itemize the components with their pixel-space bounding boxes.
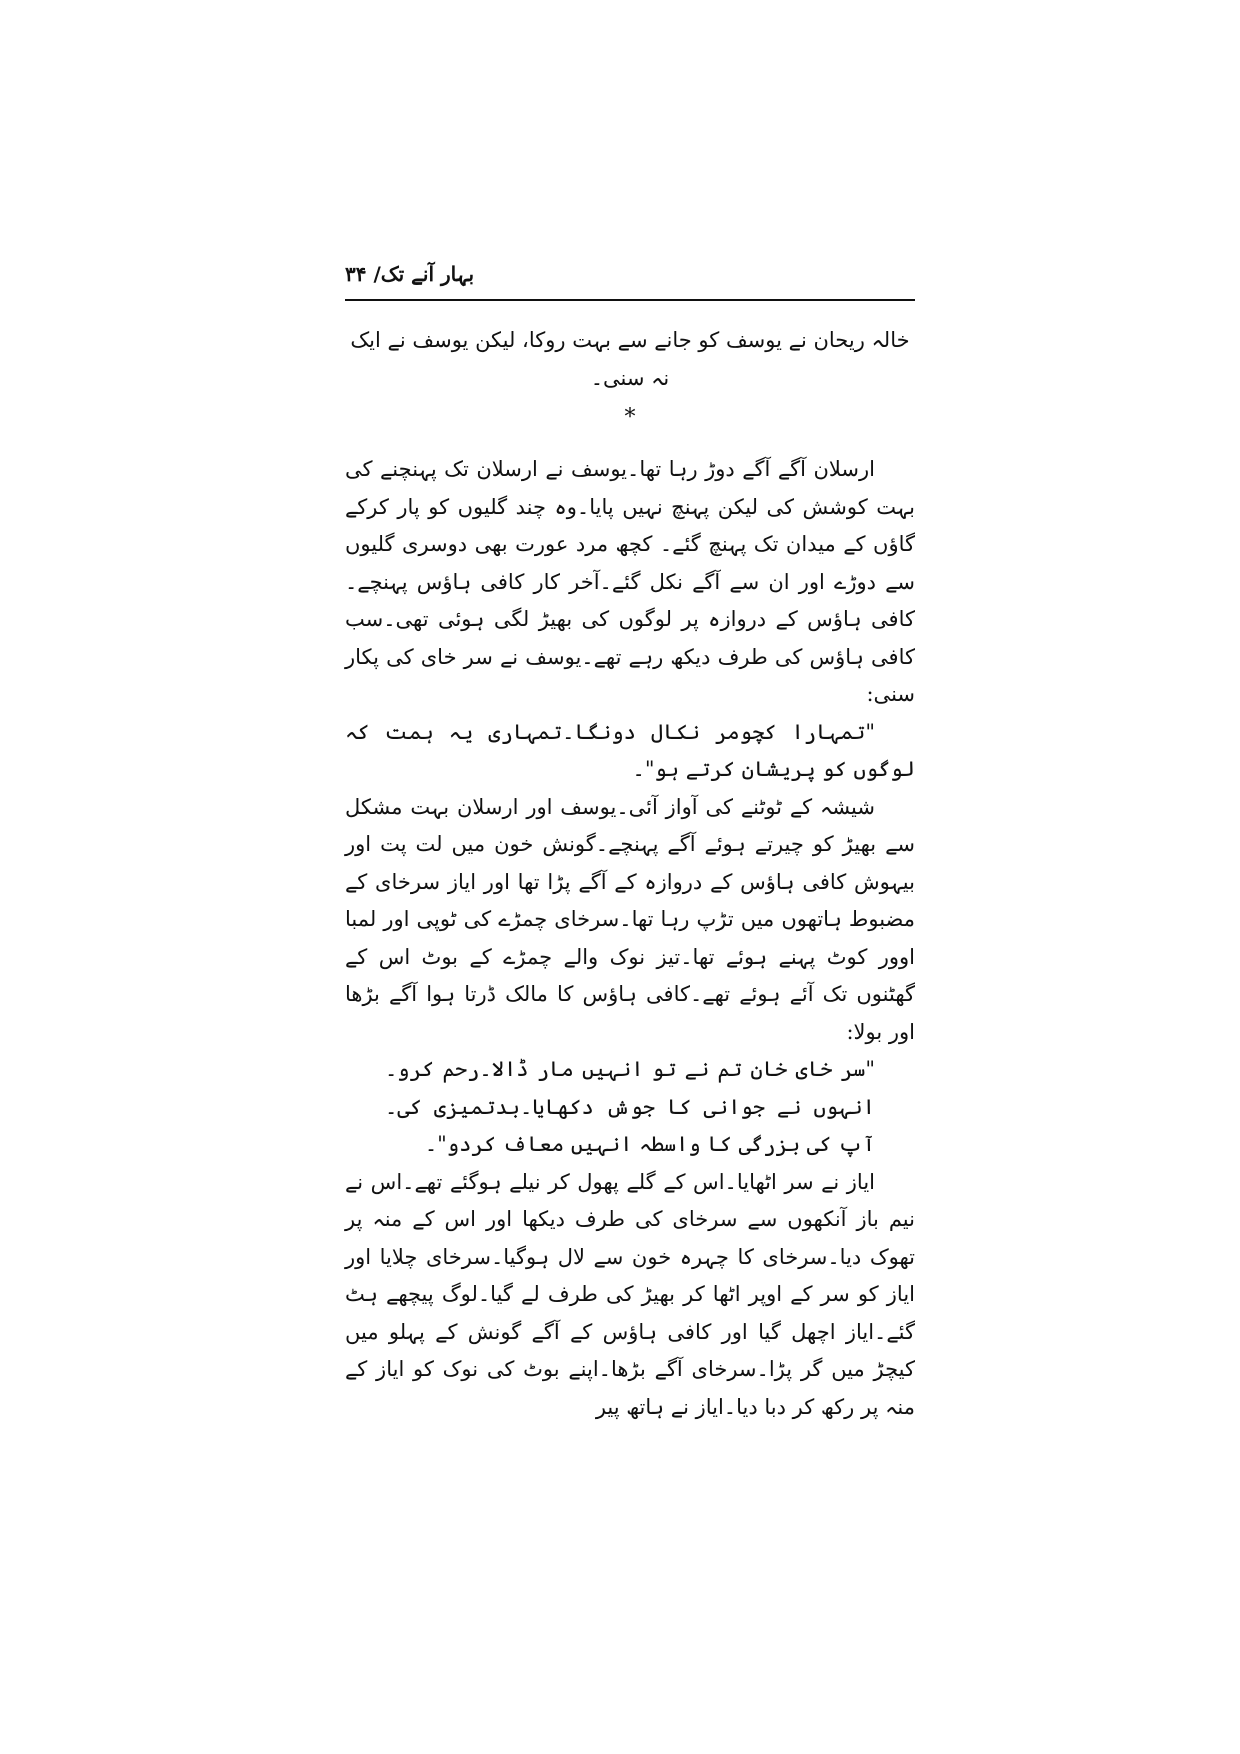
running-head: بہار آنے تک/ ۳۴	[345, 262, 475, 286]
quote-2: "سر خای خان تم نے تو انہیں مار ڈالا۔رحم کرو۔انہوں نے جوانی کا جوش دکھایا۔بدتمیزی کی۔آپ کی بزرگی کا واسطہ انہیں معاف کردو"۔	[385, 1057, 875, 1156]
body-text	[345, 300, 915, 1426]
quote-1: "تمہارا کچومر نکال دونگا۔تمہاری یہ ہمت کہ لوگوں کو پریشان کرتے ہو"۔	[345, 719, 915, 781]
page-header	[345, 262, 915, 294]
paragraph-1: ارسلان آگے آگے دوڑ رہا تھا۔یوسف نے ارسلان تک پہنچنے کی بہت کوشش کی لیکن پہنچ نہیں پایا۔وہ چند گلیوں کو پار کرکے گاؤں کے میدان تک پہنچ گئے۔ کچھ مرد عورت بھی دوسری گلیوں سے دوڑے اور ان سے آگے نکل گئے۔آخر کار کافی ہاؤس پہنچے۔کافی ہاؤس کے دروازہ پر لوگوں کی بھیڑ لگی ہوئی تھی۔سب کافی ہاؤس کی طرف دیکھ رہے تھے۔یوسف نے سر خای کی پکار سنی:	[345, 457, 915, 706]
paragraph-2: شیشہ کے ٹوٹنے کی آواز آئی۔یوسف اور ارسلان بہت مشکل سے بھیڑ کو چیرتے ہوئے آگے پہنچے۔گونش خون میں لت پت اور بیہوش کافی ہاؤس کے دروازہ کے آگے پڑا تھا اور ایاز سرخای کے مضبوط ہاتھوں میں تڑپ رہا تھا۔سرخای چمڑے کی ٹوپی اور لمبا اوور کوٹ پہنے ہوئے تھا۔تیز نوک والے چمڑے کے بوٹ اس کے گھٹنوں تک آئے ہوئے تھے۔کافی ہاؤس کا مالک ڈرتا ہوا آگے بڑھا اور بولا:	[345, 794, 915, 1044]
section-separator: *	[624, 405, 636, 430]
paragraph-3: ایاز نے سر اٹھایا۔اس کے گلے پھول کر نیلے ہوگئے تھے۔اس نے نیم باز آنکھوں سے سرخای کی طرف دیکھا اور اس کے منہ پر تھوک دیا۔سرخای کا چہرہ خون سے لال ہوگیا۔سرخای چلایا اور ایاز کو سر کے اوپر اٹھا کر بھیڑ کی طرف لے گیا۔لوگ پیچھے ہٹ گئے۔ایاز اچھل گیا اور کافی ہاؤس کے آگے گونش کے پہلو میں کیچڑ میں گر پڑا۔سرخای آگے بڑھا۔اپنے بوٹ کی نوک کو ایاز کے منہ پر رکھ کر دبا دیا۔ایاز نے ہاتھ پیر	[345, 1169, 915, 1419]
opening-line: خالہ ریحان نے یوسف کو جانے سے بہت روکا، لیکن یوسف نے ایک نہ سنی۔	[350, 328, 910, 390]
